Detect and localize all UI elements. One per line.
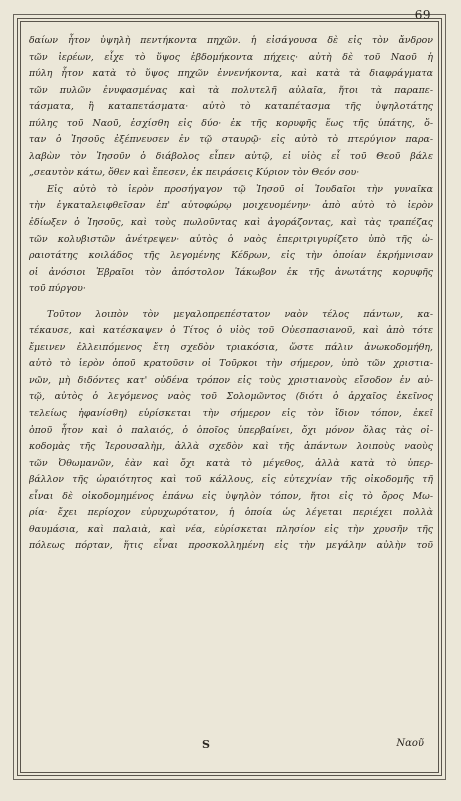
text-line: εἶναι δὲ οἰκοδομημένος ἐπάνω εἰς ὑψηλὸν τόπον, ἤτοι εἰς τὸ ὄρος Μω-: [29, 490, 433, 502]
body-text: [29, 33, 433, 555]
text-line: πύλη ἦτον κατὰ τὸ ὕψος πηχῶν ἐννενήκοντα, καὶ κατὰ τὰ διαφράγματα: [29, 68, 433, 80]
text-line: τῶν κολυβιστῶν ἀνέτρεψεν· αὐτὸς ὁ ναὸς ἐπεριτριγυρίζετο ὑπὸ τῆς ὡ-: [29, 233, 433, 245]
text-line: αὐτὸ τὸ ἱερὸν ὁποῦ κρατοῦσιν οἱ Τοῦρκοι τὴν σήμερον, ὑπὸ τῶν χριστια-: [29, 358, 433, 370]
text-line: ταν ὁ Ἰησοῦς ἐξέπνευσεν ἐν τῷ σταυρῷ· εἰς αὐτὸ τὸ πτερύγιον παρα-: [29, 134, 433, 146]
text-line: κοδομὰς τῆς Ἱερουσαλὴμ, ἀλλὰ σχεδὸν καὶ τῆς ἁπάντων λοιποὺς ναοὺς: [29, 441, 433, 453]
text-line: „σεαυτὸν κάτω, ὅθεν καὶ ἔπεσεν, ἐκ πειράσεις Κύριον τὸν Θεόν σου·: [29, 167, 360, 179]
text-line: ὁποῦ ἦτον καὶ ὁ παλαιός, ὁ ὁποῖος ὑπερβαίνει, ὄχι μόνον ὅλας τὰς οἰ-: [29, 424, 433, 436]
text-line: πύλης τοῦ Ναοῦ, ἐσχίσθη εἰς δύο· ἐκ τῆς κορυφῆς ἕως τῆς ὑπάτης, ὅ-: [29, 117, 433, 129]
text-line: τελείως ἠφανίσθη) εὑρίσκεται τὴν σήμερον εἰς τὸν ἴδιον τόπον, ἐκεῖ: [29, 408, 433, 420]
text-line: ἔμεινεν ἐλλειπόμενος ἔτη σχεδὸν τριακόσια, ὥστε πάλιν ἀνωκοδομήθη,: [29, 341, 433, 353]
text-line: τοῦ πύργου·: [29, 283, 86, 295]
text-line: τῶν πυλῶν ἐνυφασμένας καὶ τὰ πολυτελῆ αὐλαῖα, ἤτοι τὰ παραπε-: [29, 84, 433, 96]
text-line: τῶν ἱερέων, εἶχε τὸ ὕψος ἑβδομήκοντα πήχεις· αὐτὴ δὲ τοῦ Ναοῦ ἡ: [29, 51, 433, 63]
text-line: πόλεως πόρταν, ἥτις εἶναι προσκολλημένη εἰς τὴν μεγάλην αὐλὴν τοῦ: [29, 540, 433, 552]
text-line: νῶν, μὴ διδόντες κατ' οὐδένα τρόπον εἰς τοὺς χριστιανοὺς εἴσοδον ἐν αὐ-: [29, 374, 433, 386]
text-line: δαίων ἦτον ὑψηλὴ πεντήκοντα πηχῶν. ἡ εἰσάγουσα δὲ εἰς τὸν ἄνδρον: [29, 35, 433, 46]
text-line: ρία· ἔχει περίοχον εὐρυχωρότατον, ἡ ὁποία ὡς λέγεται περιέχει πολλὰ: [29, 507, 433, 519]
paragraph-gap: [29, 298, 433, 307]
text-line: ραιοτάτης κοιλάδος τῆς λεγομένης Κέδρων, εἰς τὴν ὁποίαν ἐκρήμνισαν: [29, 250, 433, 262]
text-line: τὴν ἐγκαταλειφθεῖσαν ἐπ' αὐτοφώρῳ μοιχευομένην· ἀπὸ αὐτὸ τὸ ἱερὸν: [29, 200, 433, 212]
page-number: 69: [414, 8, 431, 22]
paragraph-3: [29, 307, 433, 555]
text-line: Εἰς αὐτὸ τὸ ἱερὸν προσήγαγον τῷ Ἰησοῦ οἱ Ἰουδαῖοι τὴν γυναῖκα: [47, 183, 433, 195]
paragraph-2: [29, 182, 433, 298]
text-line: τῷ, αὐτὸς ὁ λεγόμενος ναὸς τοῦ Σολομῶντος (διότι ὁ ἀρχαῖος ἐκεῖνος: [29, 391, 433, 403]
text-line: λαβὼν τὸν Ἰησοῦν ὁ διάβολος εἶπεν αὐτῷ, εἰ υἱὸς εἶ τοῦ Θεοῦ βάλε: [29, 150, 433, 162]
text-line: ἐδίωξεν ὁ Ἰησοῦς, καὶ τοὺς πωλοῦντας καὶ ἀγοράζοντας, καὶ τὰς τραπέζας: [29, 217, 433, 229]
catchword: Ναοῦ: [396, 738, 424, 749]
text-line: θαυμάσια, καὶ παλαιὰ, καὶ νέα, εὑρίσκεται πλησίον εἰς τὴν χρυσῆν τῆς: [29, 523, 433, 535]
text-line: τῶν Ὀθωμανῶν, ἐὰν καὶ ὄχι κατὰ τὸ μέγεθος, ἀλλὰ κατὰ τὸ ὑπερ-: [29, 457, 433, 469]
signature-mark: S: [202, 738, 210, 751]
text-line: οἱ ἀνόσιοι Ἑβραῖοι τὸν ἀπόστολον Ἰάκωβον ἐκ τῆς ἀνωτάτης κορυφῆς: [29, 266, 433, 278]
text-line: Τοῦτον λοιπὸν τὸν μεγαλοπρεπέστατον ναὸν τέλος πάντων, κα-: [47, 308, 433, 320]
text-line: βάλλον τῆς ὡραιότητος καὶ τοῦ κάλλους, εἰς εὐτεχνίαν τῆς οἰκοδομῆς τῆ: [29, 474, 433, 486]
text-line: τάσματα, ἢ καταπετάσματα· αὐτὸ τὸ καταπέτασμα τῆς ὑψηλοτάτης: [29, 101, 433, 113]
paragraph-1: [29, 33, 433, 182]
text-line: τέκαυσε, καὶ κατέσκαψεν ὁ Τίτος ὁ υἱὸς τοῦ Οὐεσπασιανοῦ, καὶ ἀπὸ τότε: [29, 325, 433, 337]
